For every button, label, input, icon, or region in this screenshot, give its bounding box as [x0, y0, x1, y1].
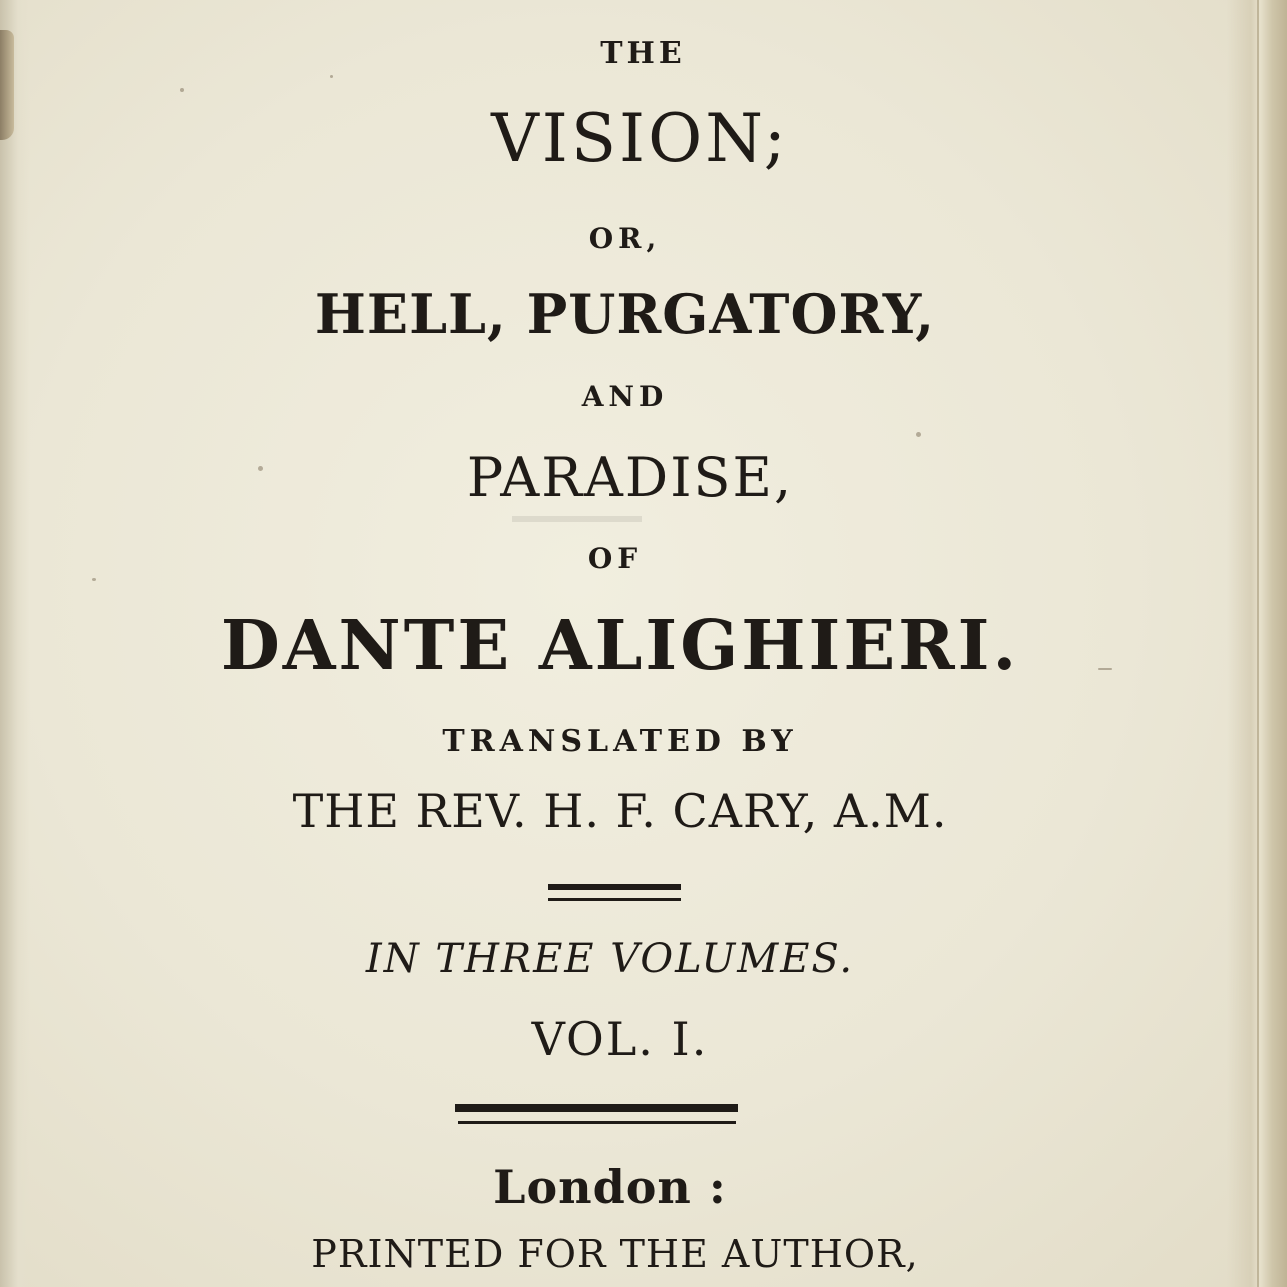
- paper-speck: [180, 88, 184, 92]
- binding-shadow: [0, 0, 30, 1287]
- title-word-the: THE: [600, 36, 686, 71]
- bleed-through-rule: [512, 516, 642, 522]
- double-rule-top: [548, 884, 681, 890]
- title-vision: VISION;: [491, 100, 789, 177]
- torn-page-edge: [0, 30, 14, 140]
- title-paradise: PARADISE,: [466, 446, 794, 509]
- imprint-city: London :: [493, 1160, 727, 1214]
- paper-speck: [258, 466, 263, 471]
- title-or: OR,: [588, 222, 662, 255]
- translator-name: THE REV. H. F. CARY, A.M.: [292, 784, 948, 838]
- paper-mark: [1098, 668, 1112, 670]
- double-rule-bottom-thin: [458, 1121, 736, 1124]
- page-edge-line: [1257, 0, 1259, 1287]
- title-hell-purgatory: HELL, PURGATORY,: [314, 282, 936, 346]
- paper-speck: [330, 75, 333, 78]
- paper-speck: [916, 432, 921, 437]
- volumes-line: IN THREE VOLUMES.: [365, 936, 855, 982]
- author-name: DANTE ALIGHIERI.: [220, 606, 1020, 686]
- title-of: OF: [587, 542, 643, 575]
- title-and: AND: [581, 380, 669, 413]
- translated-by-label: TRANSLATED BY: [442, 724, 798, 759]
- imprint-printed-for: PRINTED FOR THE AUTHOR,: [311, 1232, 919, 1276]
- double-rule-bottom: [455, 1104, 738, 1112]
- volume-number: VOL. I.: [531, 1012, 709, 1066]
- paper-speck: [92, 578, 96, 581]
- double-rule-top-thin: [548, 898, 681, 901]
